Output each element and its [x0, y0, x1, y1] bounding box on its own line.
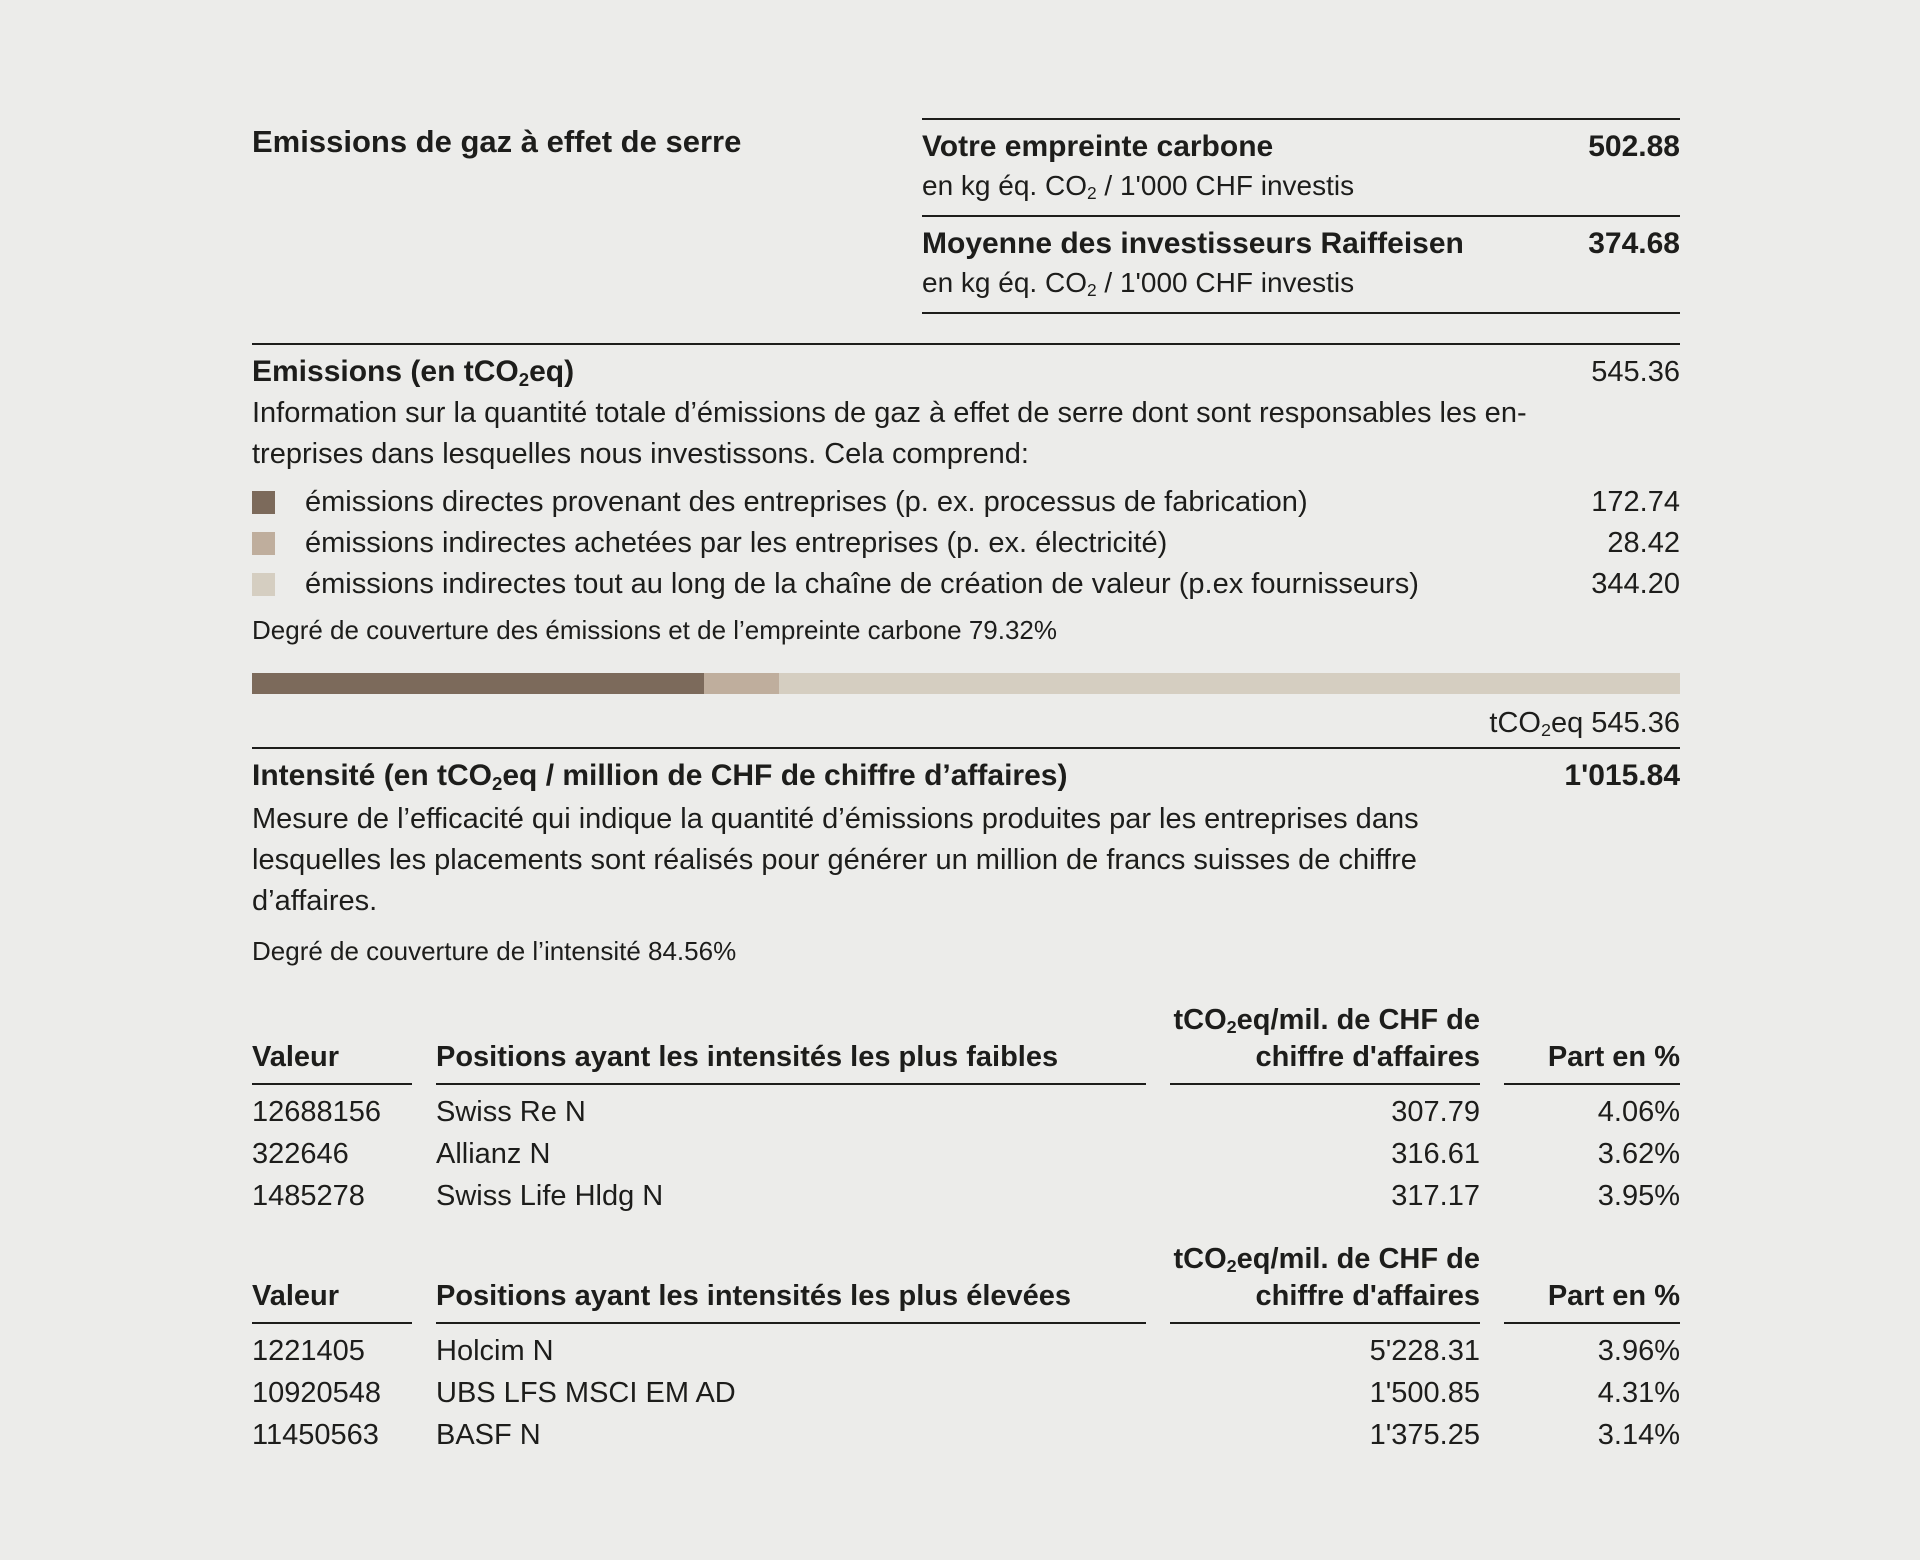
- co2-subscript: 2: [1086, 183, 1097, 204]
- summary-label: Votre empreinte carbone: [922, 130, 1274, 163]
- table-row: [252, 1366, 1680, 1408]
- summary-unit: en kg éq. CO2 / 1'000 CHF investis: [922, 170, 1355, 204]
- co2-subscript: 2: [518, 368, 530, 390]
- emissions-total-value: 545.36: [1591, 356, 1680, 388]
- intensity-tables: [252, 1002, 1680, 1450]
- table-header-row: [252, 1002, 1680, 1085]
- cell-share: 3.62%: [1597, 1138, 1680, 1170]
- col-header-share: Part en %: [1504, 1241, 1680, 1324]
- intensity-coverage-note: Degré de couverture de l’intensité 84.56%: [252, 936, 737, 966]
- cell-intensity: 1'500.85: [1369, 1377, 1480, 1409]
- emissions-description-line: Information sur la quantité totale d’émissions de gaz à effet de serre dont sont responsables les en-: [252, 397, 1527, 429]
- summary-unit: en kg éq. CO2 / 1'000 CHF investis: [922, 267, 1355, 301]
- co2-subscript: 2: [1226, 1017, 1237, 1038]
- scope2-swatch-icon: [252, 532, 275, 555]
- cell-intensity: 1'375.25: [1369, 1419, 1480, 1451]
- summary-label: Moyenne des investisseurs Raiffeisen: [922, 227, 1464, 260]
- cell-share: 3.14%: [1597, 1419, 1680, 1451]
- cell-valeur: 12688156: [252, 1096, 382, 1128]
- emissions-coverage-note: Degré de couverture des émissions et de l’empreinte carbone 79.32%: [252, 615, 1058, 645]
- co2-subscript: 2: [1540, 720, 1551, 741]
- lowest-intensity-table: [228, 1002, 1704, 1211]
- cell-valeur: 1485278: [252, 1180, 365, 1212]
- bar-segment-scope1: [252, 673, 704, 694]
- cell-intensity: 5'228.31: [1369, 1335, 1480, 1367]
- emissions-stacked-bar: [252, 673, 1680, 694]
- intensity-section: [252, 747, 1680, 967]
- legend-item-scope1: [252, 482, 1680, 523]
- legend-label: émissions directes provenant des entreprises (p. ex. processus de fabrication): [305, 486, 1308, 518]
- cell-position: Holcim N: [436, 1335, 554, 1367]
- emissions-legend: [252, 482, 1680, 605]
- summary-value: 502.88: [1588, 130, 1680, 163]
- highest-intensity-table: [228, 1241, 1704, 1450]
- table-row: [252, 1408, 1680, 1450]
- table-header-row: [252, 1241, 1680, 1324]
- intensity-description-line: lesquelles les placements sont réalisés pour générer un million de francs suisses de chiffre: [252, 844, 1417, 876]
- table-row: [252, 1324, 1680, 1366]
- carbon-summary-box: [922, 118, 1680, 314]
- legend-value: 28.42: [1607, 527, 1680, 559]
- section-rule: [252, 747, 1680, 749]
- intensity-description-line: d’affaires.: [252, 885, 378, 917]
- col-header-positions: Positions ayant les intensités les plus faibles: [436, 1002, 1146, 1085]
- co2-subscript: 2: [492, 772, 503, 794]
- legend-value: 172.74: [1591, 486, 1680, 518]
- cell-valeur: 11450563: [252, 1419, 379, 1451]
- section-rule: [252, 343, 1680, 345]
- col-header-valeur: Valeur: [252, 1002, 412, 1085]
- legend-label: émissions indirectes achetées par les entreprises (p. ex. électricité): [305, 527, 1168, 559]
- emissions-section: [252, 343, 1680, 740]
- cell-position: BASF N: [436, 1419, 541, 1451]
- intensity-heading: Intensité (en tCO2eq / million de CHF de chiffre d’affaires): [252, 759, 1068, 794]
- cell-position: Allianz N: [436, 1138, 551, 1170]
- cell-share: 4.31%: [1597, 1377, 1680, 1409]
- intensity-description-line: Mesure de l’efficacité qui indique la quantité d’émissions produites par les entreprises dans: [252, 803, 1419, 835]
- col-header-share: Part en %: [1504, 1002, 1680, 1085]
- bar-total-label: tCO2eq 545.36: [1489, 707, 1680, 741]
- legend-item-scope2: [252, 523, 1680, 564]
- col-header-intensity: tCO2eq/mil. de CHF de chiffre d'affaires: [1170, 1241, 1480, 1324]
- cell-share: 4.06%: [1597, 1096, 1680, 1128]
- cell-position: Swiss Re N: [436, 1096, 586, 1128]
- col-header-valeur: Valeur: [252, 1241, 412, 1324]
- cell-valeur: 1221405: [252, 1335, 365, 1367]
- col-header-intensity: tCO2eq/mil. de CHF de chiffre d'affaires: [1170, 1002, 1480, 1085]
- bar-segment-scope2: [704, 673, 778, 694]
- cell-position: UBS LFS MSCI EM AD: [436, 1377, 736, 1409]
- co2-subscript: 2: [1086, 280, 1097, 301]
- scope1-swatch-icon: [252, 491, 275, 514]
- table-row: [252, 1127, 1680, 1169]
- cell-share: 3.96%: [1597, 1335, 1680, 1367]
- table-row: [252, 1169, 1680, 1211]
- legend-label: émissions indirectes tout au long de la chaîne de création de valeur (p.ex fournisseurs): [305, 568, 1419, 600]
- summary-row-raiffeisen-average: [922, 215, 1680, 314]
- emissions-heading: Emissions (en tCO2eq): [252, 355, 575, 390]
- cell-intensity: 307.79: [1391, 1096, 1480, 1128]
- table-row: [252, 1085, 1680, 1127]
- summary-value: 374.68: [1588, 227, 1680, 260]
- intensity-value: 1'015.84: [1564, 759, 1680, 792]
- cell-share: 3.95%: [1597, 1180, 1680, 1212]
- legend-value: 344.20: [1591, 568, 1680, 600]
- summary-row-your-footprint: [922, 118, 1680, 215]
- cell-valeur: 322646: [252, 1138, 349, 1170]
- legend-item-scope3: [252, 564, 1680, 605]
- page-title: Emissions de gaz à effet de serre: [252, 124, 742, 159]
- cell-position: Swiss Life Hldg N: [436, 1180, 664, 1212]
- cell-valeur: 10920548: [252, 1377, 382, 1409]
- scope3-swatch-icon: [252, 573, 275, 596]
- co2-subscript: 2: [1226, 1256, 1237, 1277]
- bar-segment-scope3: [779, 673, 1680, 694]
- col-header-positions: Positions ayant les intensités les plus élevées: [436, 1241, 1146, 1324]
- cell-intensity: 317.17: [1391, 1180, 1480, 1212]
- emissions-description-line: treprises dans lesquelles nous investissons. Cela comprend:: [252, 438, 1029, 470]
- cell-intensity: 316.61: [1391, 1138, 1480, 1170]
